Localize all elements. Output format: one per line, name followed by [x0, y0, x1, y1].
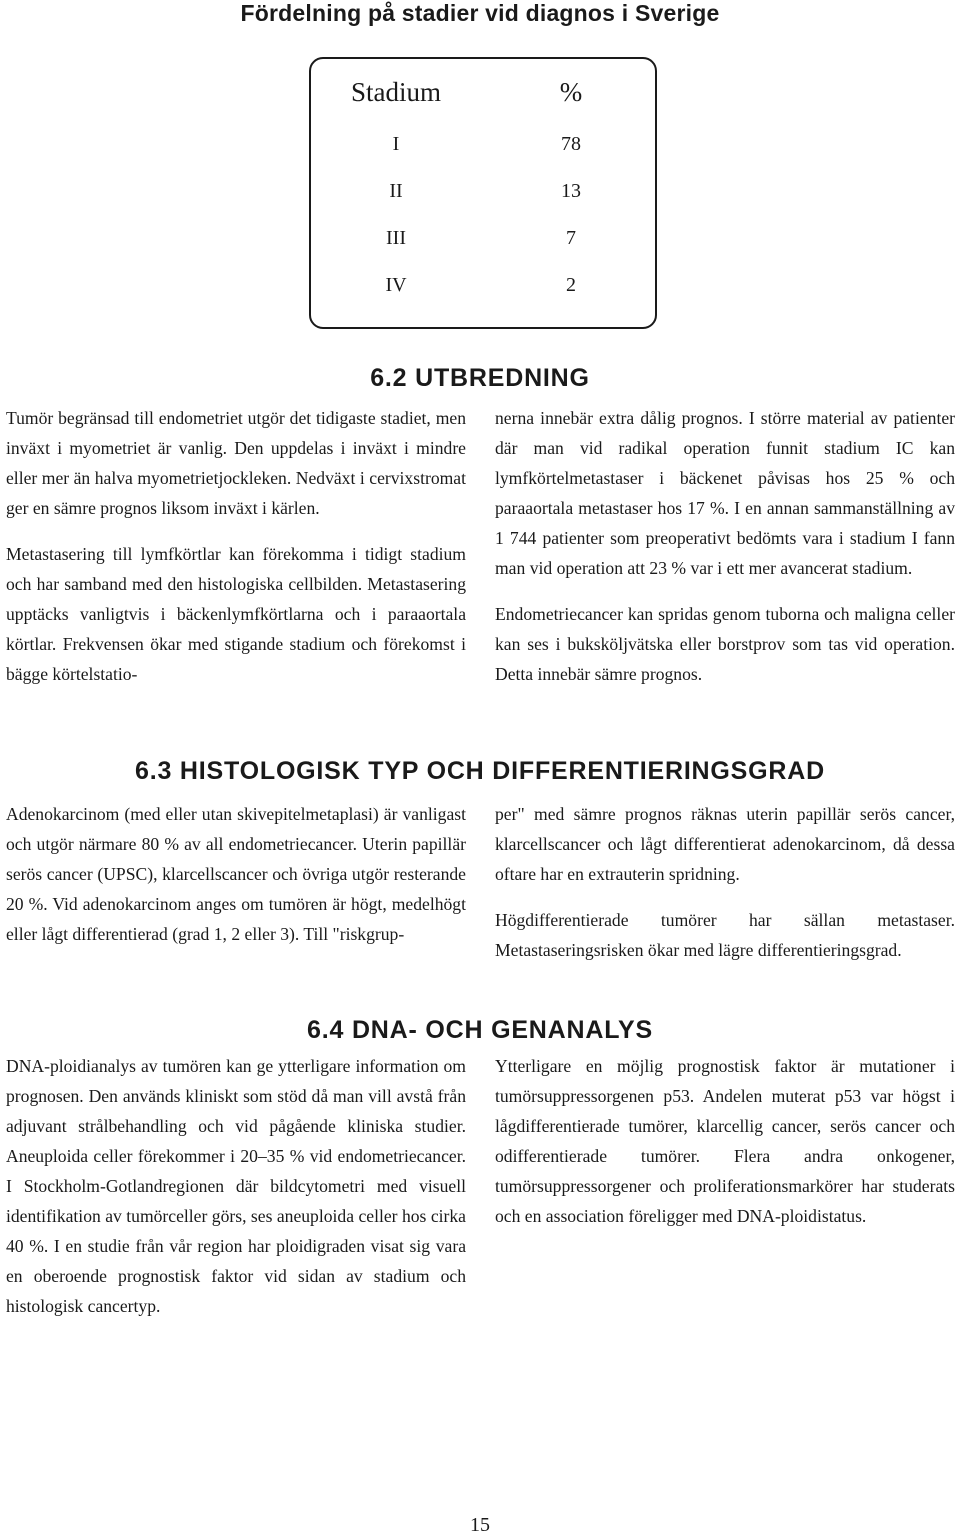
paragraph: DNA-ploidianalys av tumören kan ge ytterligare information om prognosen. Den används kliniskt som stöd då man vill avstå från adjuvant strålbehandling och vid pågående kliniska studier. Aneuploida celler förekommer i 20–35 % vid endometriecancer. I Stockholm-Gotlandregionen där bildcytometri med visuell identifikation av tumörceller görs, ses aneuploida celler hos cirka 40 %. I en studie från vår region har ploidigraden visat sig vara en oberoende prognostisk faktor vid sidan av stadium och histologisk cancertyp.: [6, 1056, 466, 1316]
section-utbredning-right-column: [495, 403, 955, 689]
paragraph: Högdifferentierade tumörer har sällan metastaser. Metastaseringsrisken ökar med lägre differentieringsgrad.: [495, 910, 955, 960]
paragraph: Tumör begränsad till endometriet utgör det tidigaste stadiet, men inväxt i myometriet är vanlig. Den uppdelas i inväxt i mindre eller mer än halva myometrietjockleken. Nedväxt i cervixstromat ger en sämre prognos liksom inväxt i kärlen.: [6, 408, 466, 518]
page-title: Fördelning på stadier vid diagnos i Sverige: [240, 0, 720, 26]
stage-distribution-table: [309, 57, 657, 329]
table-header: [311, 77, 655, 107]
table-row: [311, 270, 655, 300]
section-histologisk-left-column: [6, 799, 466, 949]
section-dna-right-column: [495, 1051, 955, 1231]
paragraph: Adenokarcinom (med eller utan skivepitelmetaplasi) är vanligast och utgör närmare 80 % av all endometriecancer. Uterin papillär serös cancer (UPSC), klarcellscancer och övriga utgör resterande 20 %. Vid adenokarcinom anges om tumören är högt, medelhögt eller lågt differentierad (grad 1, 2 eller 3). Till "riskgrup-: [6, 804, 466, 944]
percent-cell: 2: [566, 274, 576, 296]
section-utbredning-left-column: [6, 403, 466, 689]
table-row: [311, 176, 655, 206]
paragraph: Ytterligare en möjlig prognostisk faktor är mutationer i tumörsuppressorgenen p53. Andelen muterat p53 var högst i lågdifferentierade tumörer, klarcellig cancer, serös cancer och odifferentierade tumörer. Flera andra onkogener, tumörsuppressorgener och proliferationsmarkörer har studerats och en association föreligger med DNA-ploidistatus.: [495, 1056, 955, 1226]
section-heading-histologisk-typ: 6.3 HISTOLOGISK TYP OCH DIFFERENTIERINGSGRAD: [135, 757, 825, 785]
section-histologisk-right-column: [495, 799, 955, 965]
section-heading-utbredning: 6.2 UTBREDNING: [370, 364, 590, 392]
percent-cell: 7: [566, 227, 576, 249]
paragraph: nerna innebär extra dålig prognos. I större material av patienter där man vid radikal operation funnit stadium IC kan lymfkörtelmetastaser i bäckenet påvisas hos 25 % och paraaortala metastaser hos 17 %. I en annan sammanställning av 1 744 patienter som preoperativt bedömts vara i stadium I fann man vid operation att 23 % var i ett mer avancerat stadium.: [495, 408, 955, 578]
table-row: [311, 129, 655, 159]
header-stage: Stadium: [350, 77, 441, 107]
stage-cell: IV: [385, 274, 407, 296]
percent-cell: 78: [561, 133, 581, 155]
paragraph: Metastasering till lymfkörtlar kan förekomma i tidigt stadium och har samband med den histologiska cellbilden. Metastasering upptäcks vanligtvis i bäckenlymfkörtlarna och i paraaortala körtlar. Frekvensen ökar med stigande stadium och förekomst i bägge körtelstatio-: [6, 544, 466, 684]
stage-cell: II: [389, 180, 403, 202]
paragraph: per" med sämre prognos räknas uterin papillär serös cancer, klarcellscancer och lågt differentierat adenokarcinom, då dessa oftare har en extrauterin spridning.: [495, 804, 955, 884]
section-heading-dna-genanalys: 6.4 DNA- OCH GENANALYS: [307, 1016, 653, 1044]
page-number: 15: [470, 1514, 490, 1536]
header-percent: %: [559, 77, 583, 107]
section-dna-left-column: [6, 1051, 466, 1321]
paragraph: Endometriecancer kan spridas genom tuborna och maligna celler kan ses i buksköljvätska eller borstprov som tas vid operation. Detta innebär sämre prognos.: [495, 604, 955, 684]
table-row: [311, 223, 655, 253]
percent-cell: 13: [561, 180, 581, 202]
stage-cell: III: [386, 227, 406, 249]
stage-cell: I: [392, 133, 400, 155]
